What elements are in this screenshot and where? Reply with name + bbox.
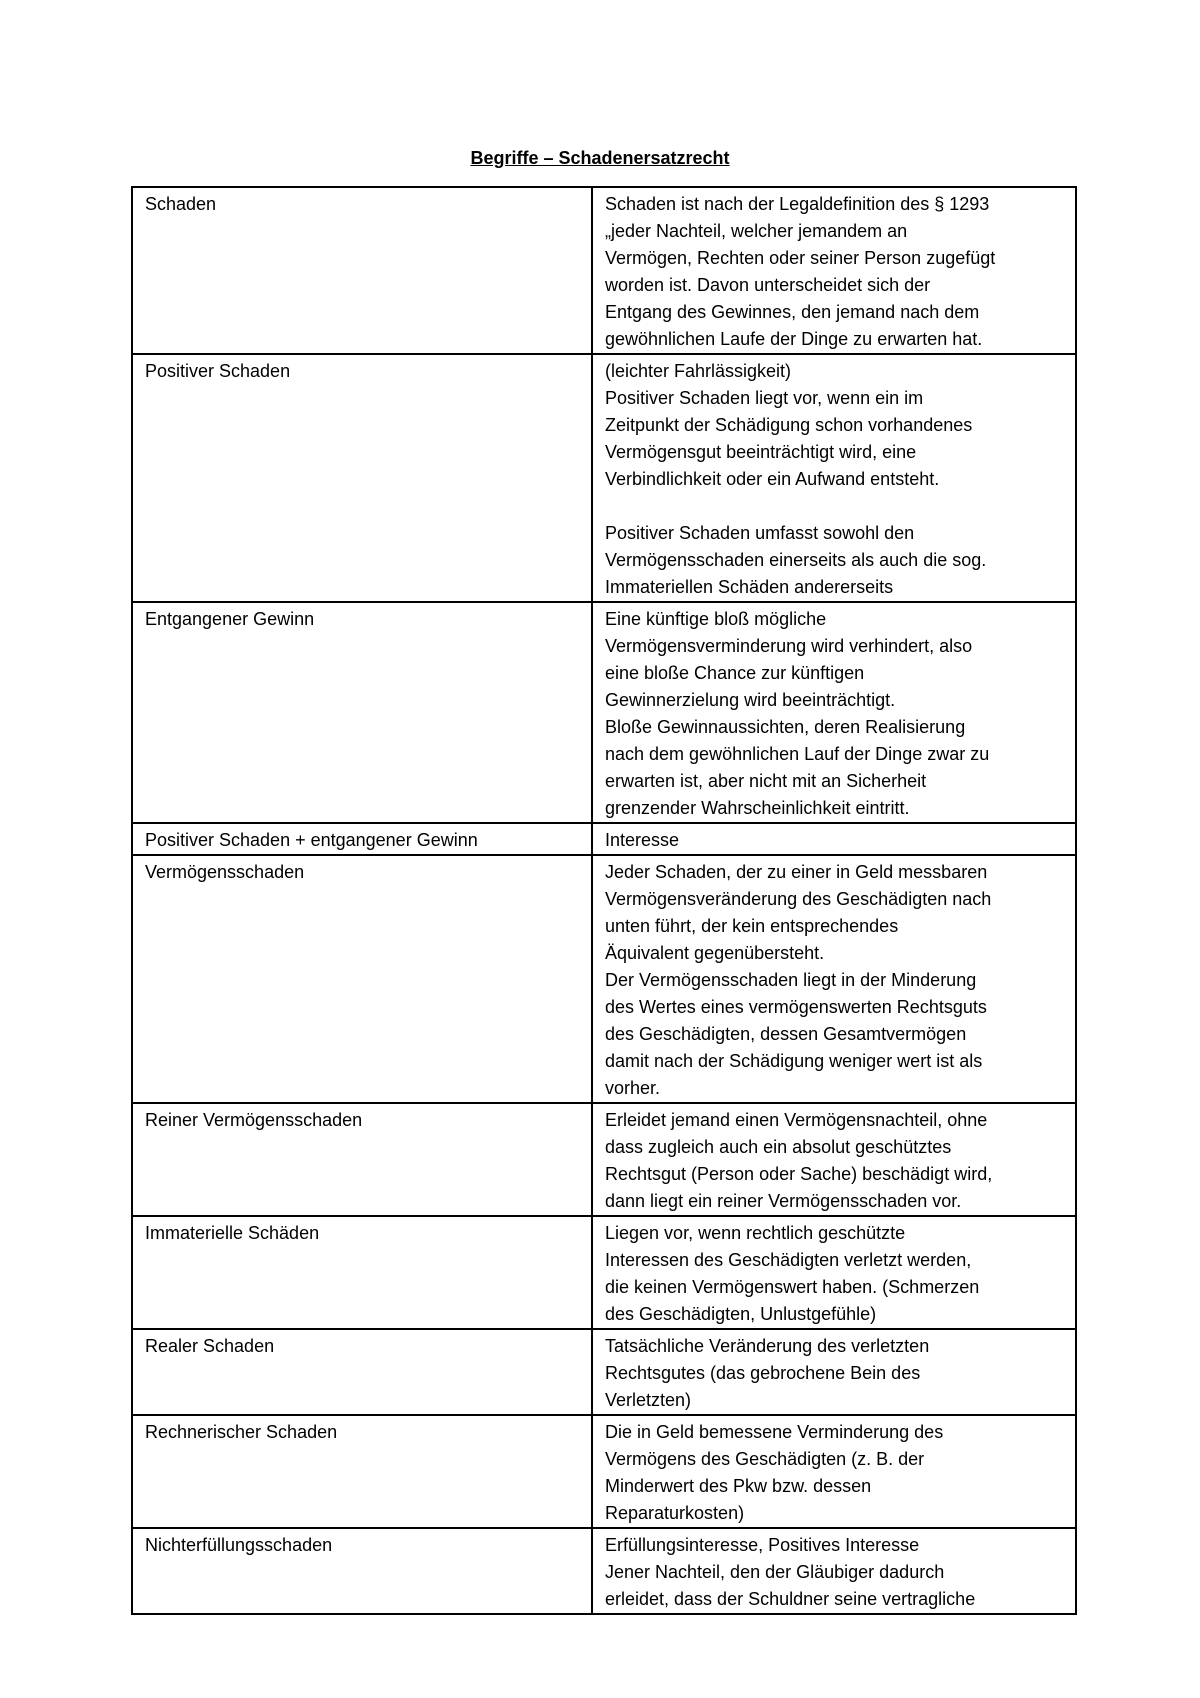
- definition-cell: [592, 602, 1076, 823]
- definition-line: Jener Nachteil, den der Gläubiger dadurch: [605, 1562, 945, 1582]
- definition-line: des Geschädigten, dessen Gesamtvermögen: [605, 1024, 967, 1044]
- definition-text: [605, 1532, 1065, 1613]
- definition-line: Immateriellen Schäden andererseits: [605, 577, 894, 597]
- definition-line: Verbindlichkeit oder ein Aufwand entsteht.: [605, 469, 940, 489]
- definition-line: unten führt, der kein entsprechendes: [605, 916, 899, 936]
- table-row: [132, 1216, 1076, 1329]
- definition-cell: [592, 187, 1076, 354]
- definition-line: nach dem gewöhnlichen Lauf der Dinge zwar zu: [605, 744, 990, 764]
- definition-line: Interesse: [605, 830, 680, 850]
- document-title: Begriffe – Schadenersatzrecht: [470, 148, 730, 168]
- definition-line: die keinen Vermögenswert haben. (Schmerzen: [605, 1277, 980, 1297]
- definition-line: Vermögensschaden einerseits als auch die sog.: [605, 550, 987, 570]
- term-cell: Positiver Schaden + entgangener Gewinn: [132, 823, 592, 855]
- definition-line: Erleidet jemand einen Vermögensnachteil, ohne: [605, 1110, 988, 1130]
- term-cell: Vermögensschaden: [132, 855, 592, 1103]
- definition-line: worden ist. Davon unterscheidet sich der: [605, 275, 931, 295]
- definition-line: (leichter Fahrlässigkeit): [605, 361, 792, 381]
- definition-line: Tatsächliche Veränderung des verletzten: [605, 1336, 930, 1356]
- definition-line: gewöhnlichen Laufe der Dinge zu erwarten hat.: [605, 329, 983, 349]
- definition-line: eine bloße Chance zur künftigen: [605, 663, 865, 683]
- term-cell: Positiver Schaden: [132, 354, 592, 602]
- definition-text: [605, 1333, 1065, 1414]
- definition-line: Verletzten): [605, 1390, 692, 1410]
- definition-line: Der Vermögensschaden liegt in der Minderung: [605, 970, 977, 990]
- definition-line: des Geschädigten, Unlustgefühle): [605, 1304, 877, 1324]
- table-row: [132, 1329, 1076, 1415]
- definition-line: Bloße Gewinnaussichten, deren Realisierung: [605, 717, 966, 737]
- definition-cell: [592, 1103, 1076, 1216]
- definition-line: Entgang des Gewinnes, den jemand nach dem: [605, 302, 980, 322]
- table-row: [132, 1528, 1076, 1614]
- definition-line: grenzender Wahrscheinlichkeit eintritt.: [605, 798, 910, 818]
- definition-cell: [592, 1216, 1076, 1329]
- definition-line: Minderwert des Pkw bzw. dessen: [605, 1476, 872, 1496]
- definition-text: [605, 191, 1065, 353]
- definition-cell: [592, 823, 1076, 855]
- definition-line: Rechtsgut (Person oder Sache) beschädigt wird,: [605, 1164, 993, 1184]
- definition-line: Rechtsgutes (das gebrochene Bein des: [605, 1363, 921, 1383]
- definition-cell: [592, 1329, 1076, 1415]
- definition-line: Vermögens des Geschädigten (z. B. der: [605, 1449, 925, 1469]
- definition-spacer: [605, 493, 1065, 520]
- definition-line: erleidet, dass der Schuldner seine vertragliche: [605, 1589, 976, 1609]
- definition-line: Die in Geld bemessene Verminderung des: [605, 1422, 944, 1442]
- definition-line: Eine künftige bloß mögliche: [605, 609, 827, 629]
- definition-text: [605, 358, 1065, 601]
- definition-line: Liegen vor, wenn rechtlich geschützte: [605, 1223, 906, 1243]
- definition-line: Zeitpunkt der Schädigung schon vorhandenes: [605, 415, 973, 435]
- definition-line: Jeder Schaden, der zu einer in Geld messbaren: [605, 862, 988, 882]
- definition-line: Positiver Schaden liegt vor, wenn ein im: [605, 388, 924, 408]
- definition-line: erwarten ist, aber nicht mit an Sicherheit: [605, 771, 927, 791]
- definition-line: Gewinnerzielung wird beeinträchtigt.: [605, 690, 896, 710]
- table-row: [132, 602, 1076, 823]
- definition-cell: [592, 354, 1076, 602]
- definition-line: Schaden ist nach der Legaldefinition des § 1293: [605, 194, 990, 214]
- definition-line: Interessen des Geschädigten verletzt werden,: [605, 1250, 972, 1270]
- definition-cell: [592, 1528, 1076, 1614]
- term-cell: Entgangener Gewinn: [132, 602, 592, 823]
- terms-table: [131, 186, 1077, 1615]
- term-cell: Realer Schaden: [132, 1329, 592, 1415]
- definition-line: „jeder Nachteil, welcher jemandem an: [605, 221, 908, 241]
- definition-line: vorher.: [605, 1078, 661, 1098]
- term-cell: Rechnerischer Schaden: [132, 1415, 592, 1528]
- terms-table-body: [132, 187, 1076, 1614]
- table-row: [132, 855, 1076, 1103]
- definition-text: [605, 1107, 1065, 1215]
- definition-line: Vermögen, Rechten oder seiner Person zugefügt: [605, 248, 996, 268]
- definition-line: Äquivalent gegenübersteht.: [605, 943, 825, 963]
- definition-line: des Wertes eines vermögenswerten Rechtsguts: [605, 997, 987, 1017]
- definition-line: Reparaturkosten): [605, 1503, 745, 1523]
- table-row: [132, 823, 1076, 855]
- definition-line: Vermögensverminderung wird verhindert, also: [605, 636, 973, 656]
- table-row: [132, 1103, 1076, 1216]
- definition-line: dann liegt ein reiner Vermögensschaden vor.: [605, 1191, 962, 1211]
- term-cell: Nichterfüllungsschaden: [132, 1528, 592, 1614]
- definition-text: [605, 606, 1065, 822]
- definition-text: [605, 1419, 1065, 1527]
- term-cell: Schaden: [132, 187, 592, 354]
- definition-cell: [592, 855, 1076, 1103]
- definition-line: Erfüllungsinteresse, Positives Interesse: [605, 1535, 920, 1555]
- definition-line: Vermögensgut beeinträchtigt wird, eine: [605, 442, 917, 462]
- definition-line: dass zugleich auch ein absolut geschütztes: [605, 1137, 952, 1157]
- table-row: [132, 1415, 1076, 1528]
- definition-line: Positiver Schaden umfasst sowohl den: [605, 523, 915, 543]
- definition-text: [605, 827, 1065, 854]
- table-row: [132, 354, 1076, 602]
- definition-line: Vermögensveränderung des Geschädigten nach: [605, 889, 992, 909]
- table-row: [132, 187, 1076, 354]
- definition-text: [605, 859, 1065, 1102]
- definition-line: damit nach der Schädigung weniger wert ist als: [605, 1051, 983, 1071]
- term-cell: Reiner Vermögensschaden: [132, 1103, 592, 1216]
- term-cell: Immaterielle Schäden: [132, 1216, 592, 1329]
- definition-text: [605, 1220, 1065, 1328]
- definition-cell: [592, 1415, 1076, 1528]
